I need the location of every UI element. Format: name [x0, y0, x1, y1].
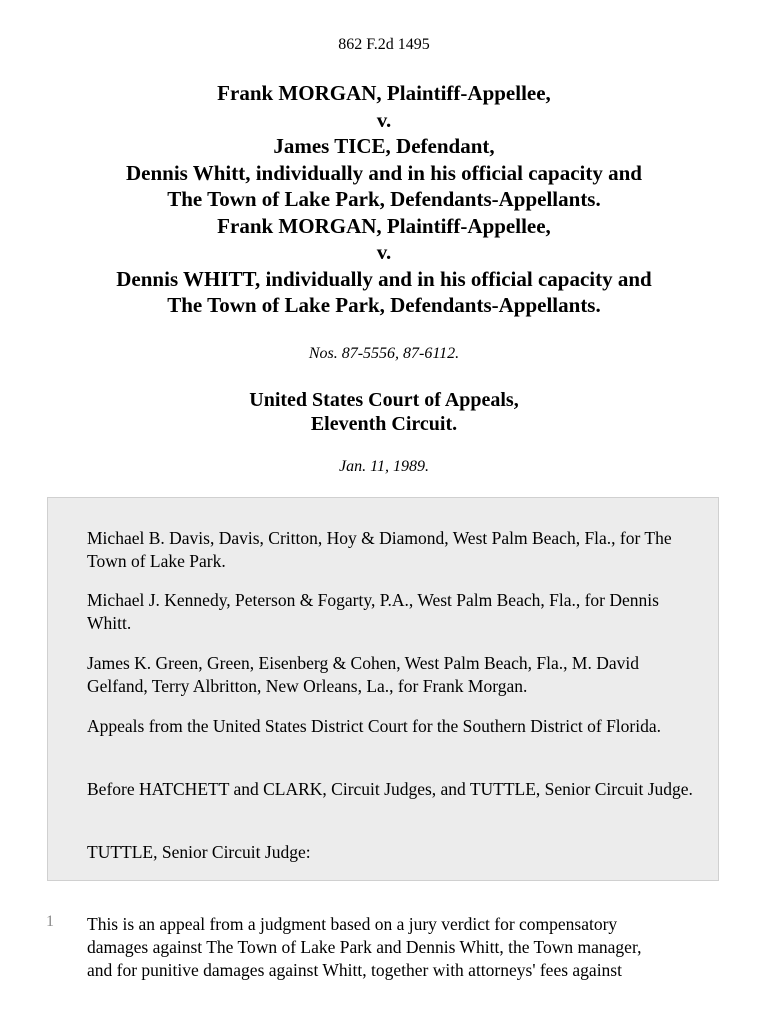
- counsel-entry: Michael B. Davis, Davis, Critton, Hoy & Diamond, West Palm Beach, Fla., for The Town of Lake Park.: [87, 528, 672, 571]
- case-caption: [0, 80, 768, 319]
- paragraph-number: 1: [46, 913, 54, 930]
- caption-line: Dennis WHITT, individually and in his official capacity and: [116, 266, 652, 291]
- court-name-line: United States Court of Appeals,: [249, 389, 519, 411]
- paragraph-line: and for punitive damages against Whitt, together with attorneys' fees against: [87, 960, 622, 980]
- decision-date: Jan. 11, 1989.: [339, 458, 429, 475]
- counsel-entry: Michael J. Kennedy, Peterson & Fogarty, P.A., West Palm Beach, Fla., for Dennis Whitt.: [87, 590, 659, 633]
- paragraph-line: damages against The Town of Lake Park and Dennis Whitt, the Town manager,: [87, 937, 642, 957]
- court-name: [0, 388, 768, 436]
- counsel-entry: James K. Green, Green, Eisenberg & Cohen, West Palm Beach, Fla., M. David Gelfand, Terry Albritton, New Orleans, La., for Frank Morgan.: [87, 653, 639, 696]
- opinion-author: TUTTLE, Senior Circuit Judge:: [87, 842, 311, 862]
- court-circuit-line: Eleventh Circuit.: [310, 413, 458, 435]
- paragraph-line: This is an appeal from a judgment based on a jury verdict for compensatory: [87, 914, 618, 934]
- case-citation: 862 F.2d 1495: [338, 36, 430, 53]
- caption-line: James TICE, Defendant,: [273, 134, 495, 158]
- counsel-panel: [47, 497, 719, 881]
- caption-line: The Town of Lake Park, Defendants-Appellants.: [167, 293, 601, 317]
- docket-numbers: Nos. 87-5556, 87-6112.: [308, 345, 460, 362]
- panel-judges: Before HATCHETT and CLARK, Circuit Judges, and TUTTLE, Senior Circuit Judge.: [87, 779, 693, 799]
- caption-line: Frank MORGAN, Plaintiff-Appellee,: [217, 213, 551, 238]
- caption-line: Dennis Whitt, individually and in his official capacity and: [126, 160, 642, 185]
- appeal-origin: Appeals from the United States District Court for the Southern District of Florida.: [87, 716, 661, 736]
- caption-line: v.: [376, 107, 392, 132]
- caption-line: The Town of Lake Park, Defendants-Appellants.: [167, 187, 601, 211]
- caption-line: v.: [376, 240, 392, 264]
- paragraph-text: [87, 913, 737, 982]
- caption-line: Frank MORGAN, Plaintiff-Appellee,: [217, 81, 551, 105]
